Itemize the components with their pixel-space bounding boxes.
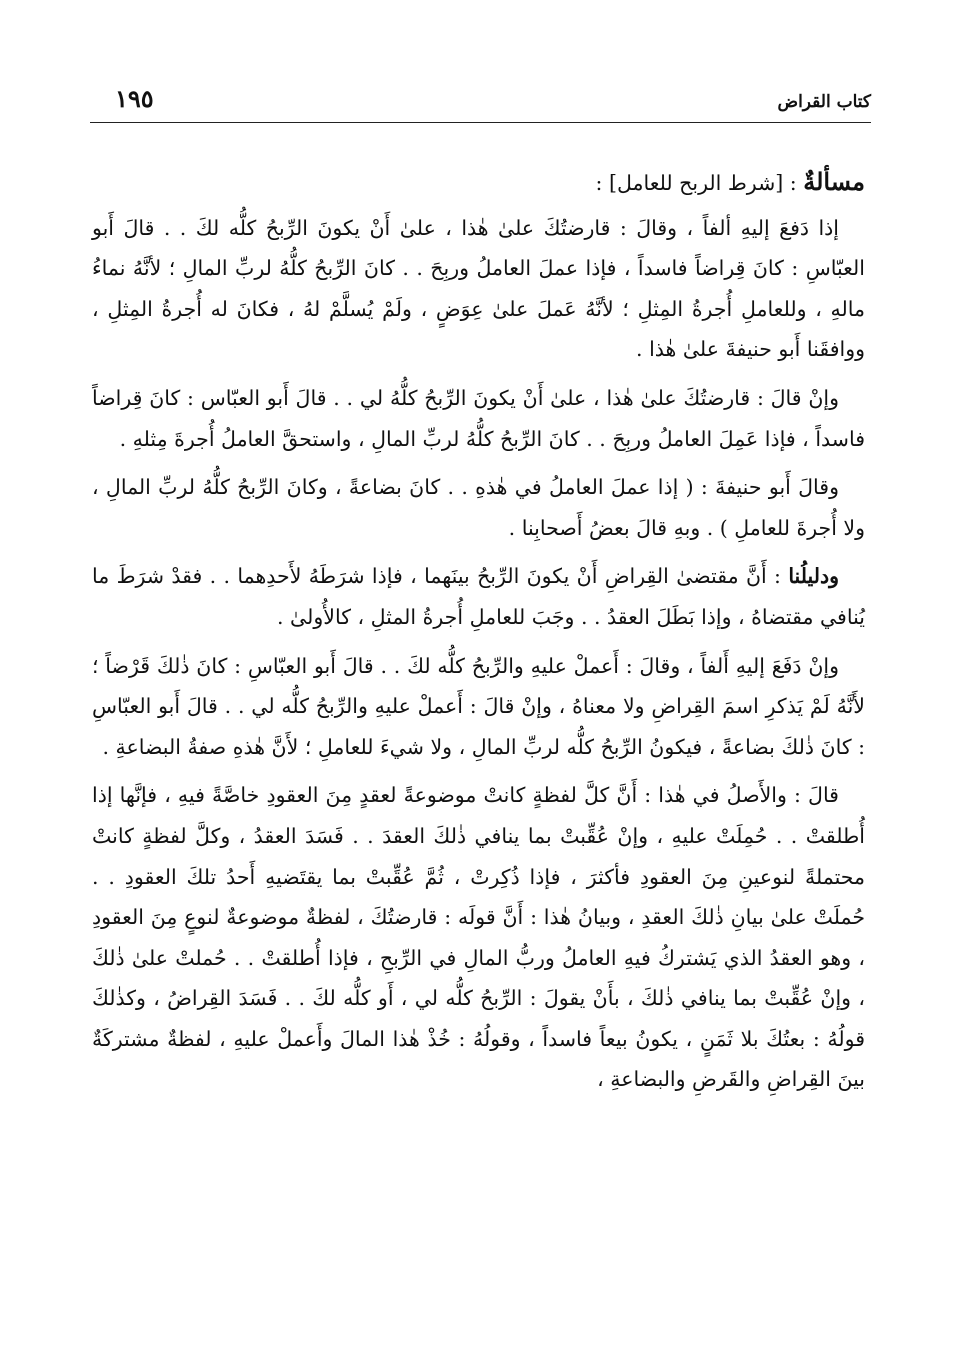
page-body (92, 162, 865, 1108)
issue-title: : [شرط الربح للعامل] : (595, 171, 804, 195)
paragraph-text: قالَ : والأَصلُ في هٰذا : أَنَّ كلَّ لفظةٍ كانتْ موضوعةً لعقدٍ مِنَ العقودِ خاصَّةً فيهِ ، فإنَّها إذا أُطلقتْ . . حُمِلَتْ عليهِ ، وإنْ عُقِّبتْ بما ينافي ذٰلكَ العقدَ . . فَسَدَ العقدُ ، وكلَّ لفظةٍ كانتْ محتملةً لنوعينِ مِنَ العقودِ فأكثرَ ، فإذا ذُكِرتْ ، ثُمَّ عُقِّبتْ بما يقتَضيهِ أَحدُ تلكَ العقودِ . . حُملَتْ علىٰ بيانِ ذٰلكَ العقدِ ، وبيانُ هٰذا : أَنَّ قولَه : قارضتُكَ ، لفظةٌ موضوعةٌ لنوعٍ مِنَ العقودِ ، وهو العقدُ الذي يَشتركُ فيهِ العاملُ وربُّ المالِ في الرِّبحِ ، فإذا أُطلقتْ . . حُملتْ علىٰ ذٰلكَ ، وإنْ عُقِّبتْ بما ينافي ذٰلكَ ، بأَنْ يقولَ : الرِّبحُ كلُّه لي ، أَو كلُّه لكَ . . فَسَدَ القِراضُ ، وكذٰلكَ قولُهُ : بعتُكَ بلا ثَمَنٍ ، يكونُ بيعاً فاسداً ، وقولُهُ : خُذْ هٰذا المالَ وأَعملْ عليهِ ، لفظةٌ مشتركَةٌ بينَ القِراضِ والقَرضِ والبضاعةِ ، (92, 783, 865, 1092)
issue-keyword: مسألةٌ (803, 167, 865, 196)
paragraph-1 (92, 208, 865, 370)
paragraph-lead: ودليلُنا (788, 564, 839, 589)
paragraph-2 (92, 378, 865, 459)
paragraph-5 (92, 646, 865, 768)
paragraph-6 (92, 775, 865, 1100)
paragraph-text: وإنْ دَفَعَ إليهِ أَلفاً ، وقالَ : أَعملْ عليهِ والرِّبحُ كلُّه لكَ . . قالَ أَبو العبّاسِ : كانَ ذٰلكَ قَرْضاً ؛ لأَنَّهُ لَمْ يَذكرِ اسمَ القِراضِ ولا معناهُ ، وإنْ قالَ : أَعملْ عليهِ والرِّبحُ كلُّه لي . . قالَ أَبو العبّاسِ : كانَ ذٰلكَ بضاعةً ، فيكونُ الرِّبحُ كلُّه لربِّ المالِ ، ولا شيءَ للعاملِ ؛ لأَنَّ هٰذهِ صفةُ البضاعةِ . (92, 653, 865, 759)
paragraph-text: وإنْ قالَ : قارضتُكَ علىٰ هٰذا ، علىٰ أَنْ يكونَ الرِّبحُ كلُّهُ لي . . قالَ أَبو العبّاس : كانَ قِراضاً فاسداً ، فإذا عَمِلَ العاملُ وربِحَ . . كانَ الرِّبحُ كلُّهُ لربِّ المالِ ، واستحقَّ العاملُ أُجرةَ مِثلهِ . (92, 385, 865, 451)
paragraph-3 (92, 467, 865, 548)
header-divider (90, 122, 871, 123)
paragraph-text: : أَنَّ مقتضىٰ القِراضِ أَنْ يكونَ الرِّبحُ بينَهما ، فإذا شرَطَهُ لأَحدِهما . . فقدْ شرَطَ ما يُنافي مقتضاهُ ، وإذا بَطَلَ العقدُ . . وجَبَ للعاملِ أُجرةُ المثلِ ، كالأُولىٰ . (92, 564, 865, 629)
chapter-title: كتاب القراض (777, 92, 871, 112)
page-number: ١٩٥ (115, 84, 154, 113)
running-header (90, 78, 871, 122)
paragraph-text: وقالَ أَبو حنيفةَ : ( إذا عملَ العاملُ في هٰذهِ . . كانَ بضاعةً ، وكانَ الرِّبحُ كلُّهُ لربِّ المالِ ، ولا أُجرةَ للعاملِ ) . وبهِ قالَ بعضُ أَصحابِنا . (92, 475, 865, 540)
paragraph-text: إذا دَفعَ إليهِ ألفاً ، وقالَ : قارضتُكَ علىٰ هٰذا ، علىٰ أَنْ يكونَ الرِّبحُ كلُّه لكَ . . قالَ أَبو العبّاسِ : كانَ قِراضاً فاسداً ، فإذا عملَ العاملُ وربِحَ . . كانَ الرِّبحُ كلُّهُ لربِّ المالِ ؛ لأنَّهُ نماءُ مالهِ ، وللعاملِ أُجرةُ المِثلِ ؛ لأنَّهُ عَملَ علىٰ عِوَضٍ ، ولَمْ يُسلَّمْ لهُ ، فكانَ له أُجرةُ المِثلِ ، ووافقَنا أَبو حنيفةَ علىٰ هٰذا . (92, 215, 865, 362)
issue-heading (92, 162, 865, 204)
paragraph-4 (92, 556, 865, 637)
